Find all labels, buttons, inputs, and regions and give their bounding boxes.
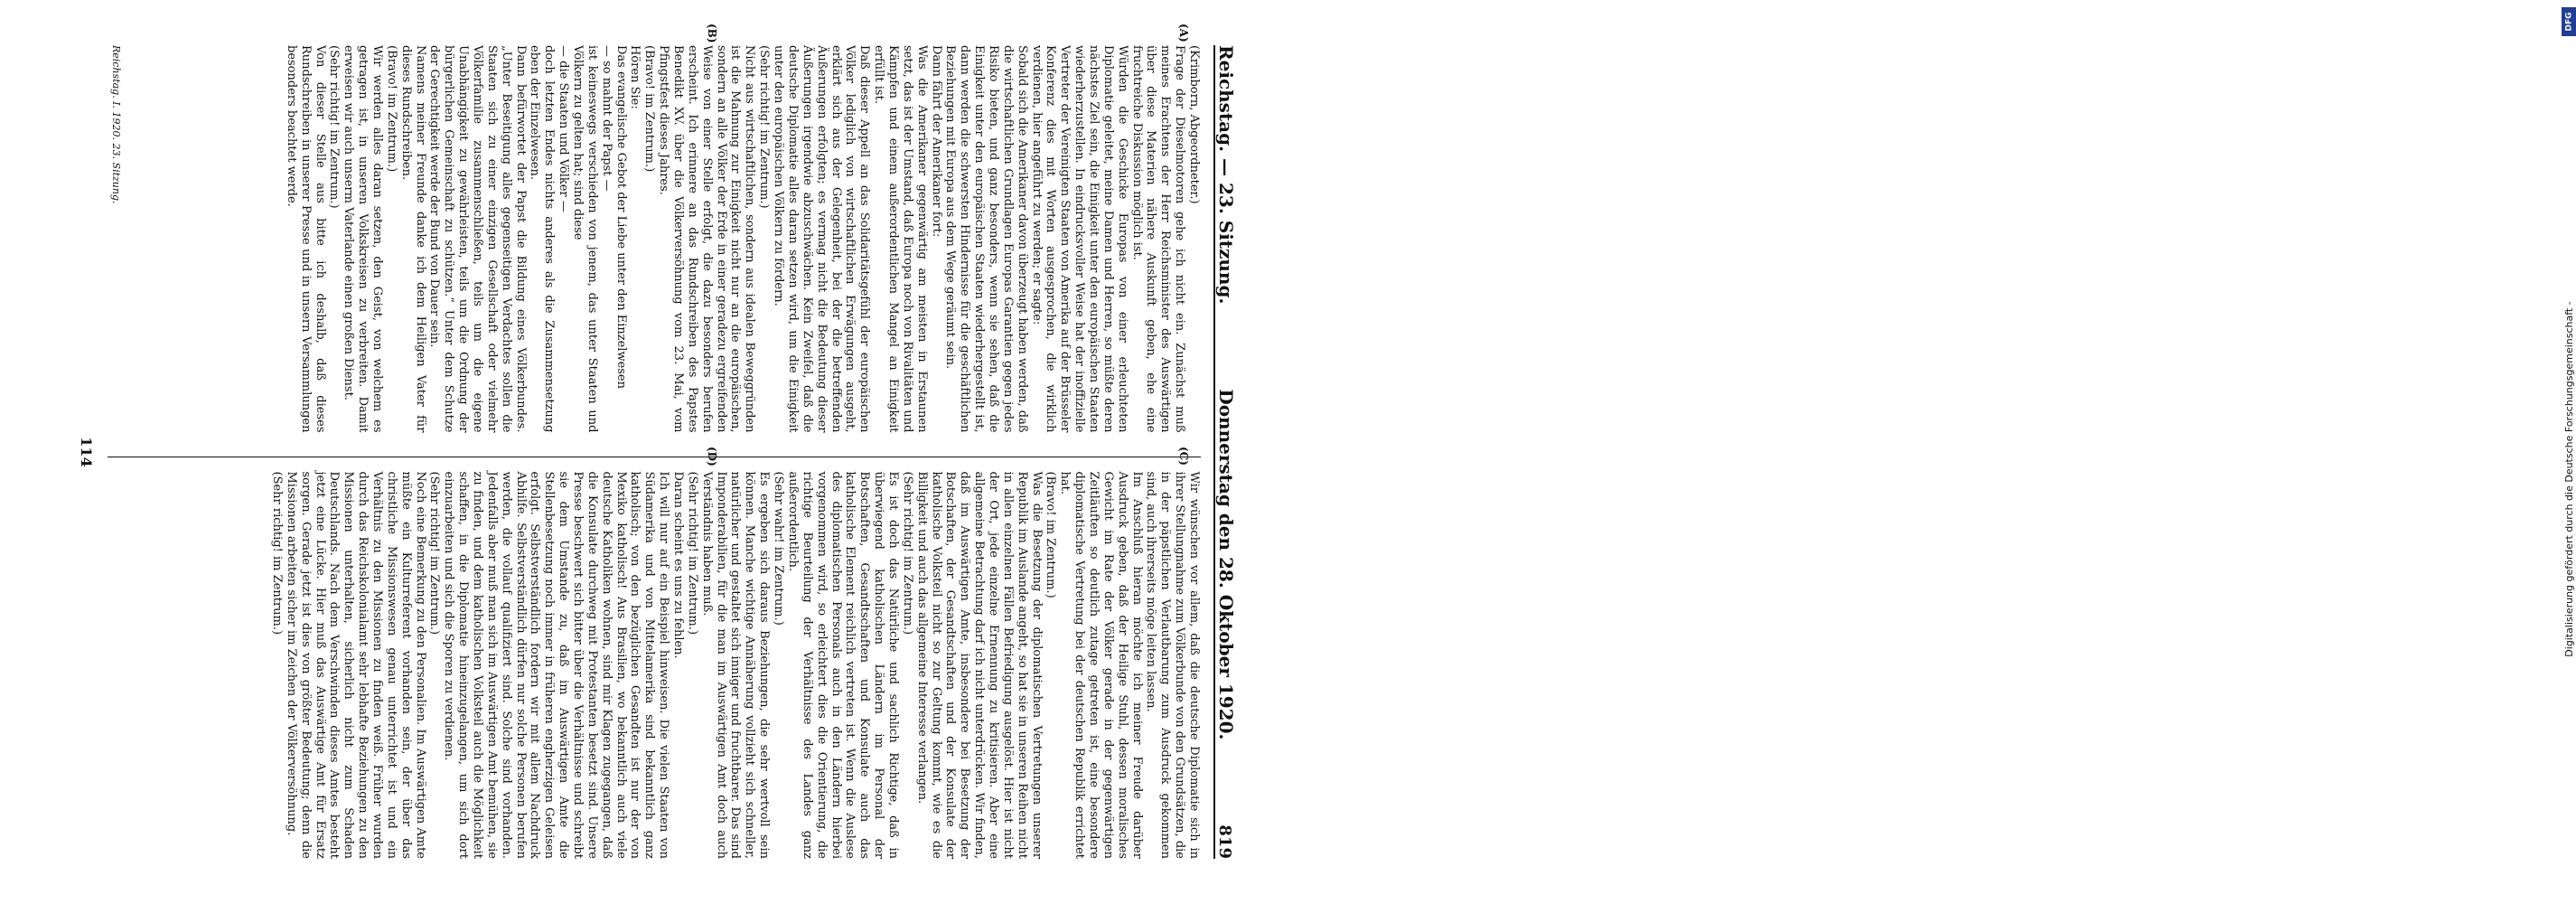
left-column: (Krimborn, Abgeordneter.) Frage der Dieselmotoren gehe ich nicht ein. Zunächst muß meines Erachtens der Herr Reichsminister des Auswärtigen über diese Materien nähere Auskunft geben, ehe eine fruchtreiche Diskussion möglich ist. Würden die Geschicke Europas von einer erleuchteten Diplomatie geleitet, meine Damen und Herren, so müßte deren nächstes Ziel sein, die Einigkeit unter den europäischen Staaten wiederherzustellen. In eindrucksvoller Weise hat der inoffizielle Vertreter der Vereinigten Staaten von Amerika auf der Brüsseler Konferenz dies mit Worten ausgesprochen, die wirklich verdienen, hier angeführt zu werden; er sagte: Sobald sich die Amerikaner davon überzeugt haben werden, daß die wirtschaftlichen Grundlagen Europas Garantien gegen jedes Risiko bieten, und ganz besonders, wenn sie sehen, daß die Einigkeit unter den europäischen Staaten wiederhergestellt ist, dann werden die schwersten Hindernisse für die geschäftlichen Beziehungen mit Europa aus dem Wege geräumt sein. Dann fährt der Amerikaner fort: Was die Amerikaner gegenwärtig am meisten in Erstaunen setzt, das ist der Umstand, daß Europa noch von Rivalitäten und Kämpfen und einem außerordentlichen Mangel an Einigkeit erfüllt ist. Daß dieser Appell an das Solidaritätsgefühl der europäischen Völker lediglich von wirtschaftlichen Erwägungen ausgeht, erklärt sich aus der Gelegenheit, bei der die betreffenden Äußerungen erfolgten; es vermag nicht die Bedeutung dieser Äußerungen irgendwie abzuschwächen. Kein Zweifel, daß die deutsche Diplomatie alles daran setzen wird, um die Einigkeit unter den europäischen Völkern zu fördern. (Sehr richtig! im Zentrum.) Nicht aus wirtschaftlichen, sondern aus idealen Beweggründen ist die Mahnung zur Einigkeit nicht nur an die europäischen, sondern an alle Völker der Erde in einer geradezu ergreifenden Weise von einer Stelle erfolgt, die dazu besonders berufen erscheint. Ich erinnere an das Rundschreiben des Papstes Benedikt XV. über die Völkerversöhnung vom 23. Mai, vom Pfingstfest dieses Jahres. (Bravo! im Zentrum.) Hören Sie: Das evangelische Gebot der Liebe unter den Einzelwesen — so mahnt der Papst — ist keineswegs verschieden von jenem, das unter Staaten und Völkern zu gelten hat; sind diese — die Staaten und Völker — doch letzten Endes nichts anderes als die Zusammensetzung eben der Einzelwesen. Dann befürwortet der Papst die Bildung eines Völkerbundes. „Unter Beseitigung alles gegenseitigen Verdachtes sollen die Staaten sich zu einer einzigen Gesellschaft oder vielmehr Völkerfamilie zusammenschließen, teils um die eigene Unabhängigkeit zu gewährleisten, teils um die Ordnung der bürgerlichen Gemeinschaft zu schützen.“ Unter dem Schutze der Gerechtigkeit werde der Bund von Dauer sein. Namens meiner Freunde danke ich dem Heiligen Vater für dieses Rundschreiben. (Bravo! im Zentrum.) Wir werden alles daran setzen, den Geist, von welchem es getragen ist, in unseren Volkskreisen zu verbreiten. Damit erweisen wir auch unserm Vaterlande einen großen Dienst. (Sehr richtig! im Zentrum.) Von dieser Stelle aus bitte ich deshalb, daß dieses Rundschreiben in unserer Presse und in unsern Versammlungen besonders beachtet werde. [284, 45, 1201, 433]
page-header [1213, 45, 1241, 859]
header-left: Reichstag. — 23. Sitzung. [1215, 45, 1237, 305]
digitization-credit: Digitalisierung gefördert durch die Deutsche Forschungsgemeinschaft - [2563, 301, 2575, 657]
margin-mark-a: (A) [1177, 24, 1190, 42]
rotated-newspaper-page [32, 18, 1260, 886]
session-footer: Reichstag. I. 1920. 23. Sitzung. [110, 45, 122, 204]
margin-mark-b: (B) [706, 24, 718, 43]
right-column: Wir wünschen vor allem, daß die deutsche Diplomatie sich in ihrer Stellungnahme zum Völkerbunde von den Grundsätzen, die in der päpstlichen Verlautbarung zum Ausdruck gekommen sind, auch ihrerseits möge leiten lassen. Im Anschluß hieran möchte ich meiner Freude darüber Ausdruck geben, daß der Heilige Stuhl, dessen moralisches Gewicht im Rate der Völker gerade in der gegenwärtigen Zeitläuften so deutlich zutage getreten ist, eine besondere diplomatische Vertretung bei der deutschen Republik errichtet hat. (Bravo! im Zentrum.) Was die Besetzung der diplomatischen Vertretungen unserer Republik im Auslande angeht, so hat sie in unseren Reihen nicht in allen einzelnen Fällen Befriedigung ausgelöst. Hier ist nicht der Ort, jede einzelne Ernennung zu kritisieren. Aber eine allgemeine Betrachtung darf ich nicht unterdrücken. Wir finden, daß im Auswärtigen Amte, insbesondere bei Besetzung der Botschaften, der Gesandtschaften und der Konsulate der katholische Volksteil nicht so zur Geltung kommt, wie es die Billigkeit und auch das allgemeine Interesse verlangen. (Sehr richtig! im Zentrum.) Es ist doch das Natürliche und sachlich Richtige, daß in überwiegend katholischen Ländern im Personal der Botschaften, Gesandtschaften und Konsulate auch das katholische Element reichlich vertreten ist. Wenn die Auslese des diplomatischen Personals auch in den Ländern hierbei vorgenommen wird, so erleichtert dies die Orientierung, die richtige Beurteilung der Verhältnisse des Landes ganz außerordentlich. (Sehr wahr! im Zentrum.) Es ergeben sich daraus Beziehungen, die sehr wertvoll sein können. Manche wichtige Annäherung vollzieht sich schneller, natürlicher und gestaltet sich inniger und fruchtbarer. Das sind Imponderabilien, für die man im Auswärtigen Amt doch auch Verständnis haben muß. (Sehr richtig! im Zentrum.) Daran scheint es uns zu fehlen. Ich will nur auf ein Beispiel hinweisen. Die vielen Staaten von Südamerika und von Mittelamerika sind bekanntlich ganz katholisch; von den bezüglichen Gesandten ist nur der von Mexiko katholisch! Aus Brasilien, wo bekanntlich auch viele deutsche Katholiken wohnen, sind mir Klagen zugegangen, daß die Konsulate durchweg mit Protestanten besetzt sind. Unsere Presse beschwert sich bitter über die Verhältnisse und schreibt sie dem Umstande zu, daß im Auswärtigen Amte die Stellenbesetzung noch immer in früheren engherzigen Geleisen erfolgt. Selbstverständlich fordern wir mit allem Nachdruck Abhilfe. Selbstverständlich dürfen nur solche Personen berufen werden, die vollauf qualifiziert sind. Solche sind vorhanden. Jedenfalls aber muß man sich im Auswärtigen Amt bemühen, sie zu finden, und dem katholischen Volksteil auch die Möglichkeit schaffen, in die Diplomatie hineinzugelangen, um sich dort einzuarbeiten und sich die Sporen zu verdienen. (Sehr richtig! im Zentrum.) Noch eine Bemerkung zu den Personalien. Im Auswärtigen Amte müßte ein Kulturreferent vorhanden sein, der über das christliche Missionswesen genau unterrichtet ist und ein Verhältnis zu den Missionen zu finden weiß. Früher wurden durch das Reichskolonialamt sehr lebhafte Beziehungen zu den Missionen unterhalten, sicherlich nicht zum Schaden Deutschlands. Nach dem Verschwinden dieses Amtes besteht jetzt eine Lücke. Hier muß das Auswärtige Amt für Ersatz sorgen. Gerade jetzt ist dies von größter Bedeutung; denn die Missionen arbeiten sicher im Zeichen der Völkerversöhnung. (Sehr richtig! im Zentrum.) [108, 457, 1201, 860]
margin-mark-d: (D) [706, 447, 718, 466]
header-page-number: 819 [1215, 824, 1234, 859]
bottom-page-number: 114 [78, 437, 95, 467]
dfg-logo: DFG [2562, 7, 2576, 36]
scan-credit-sidebar [1281, 0, 2575, 904]
margin-mark-c: (C) [1177, 447, 1190, 466]
text-columns [108, 45, 1201, 859]
header-date: Donnerstag den 28. Oktober 1920. [1215, 389, 1237, 740]
